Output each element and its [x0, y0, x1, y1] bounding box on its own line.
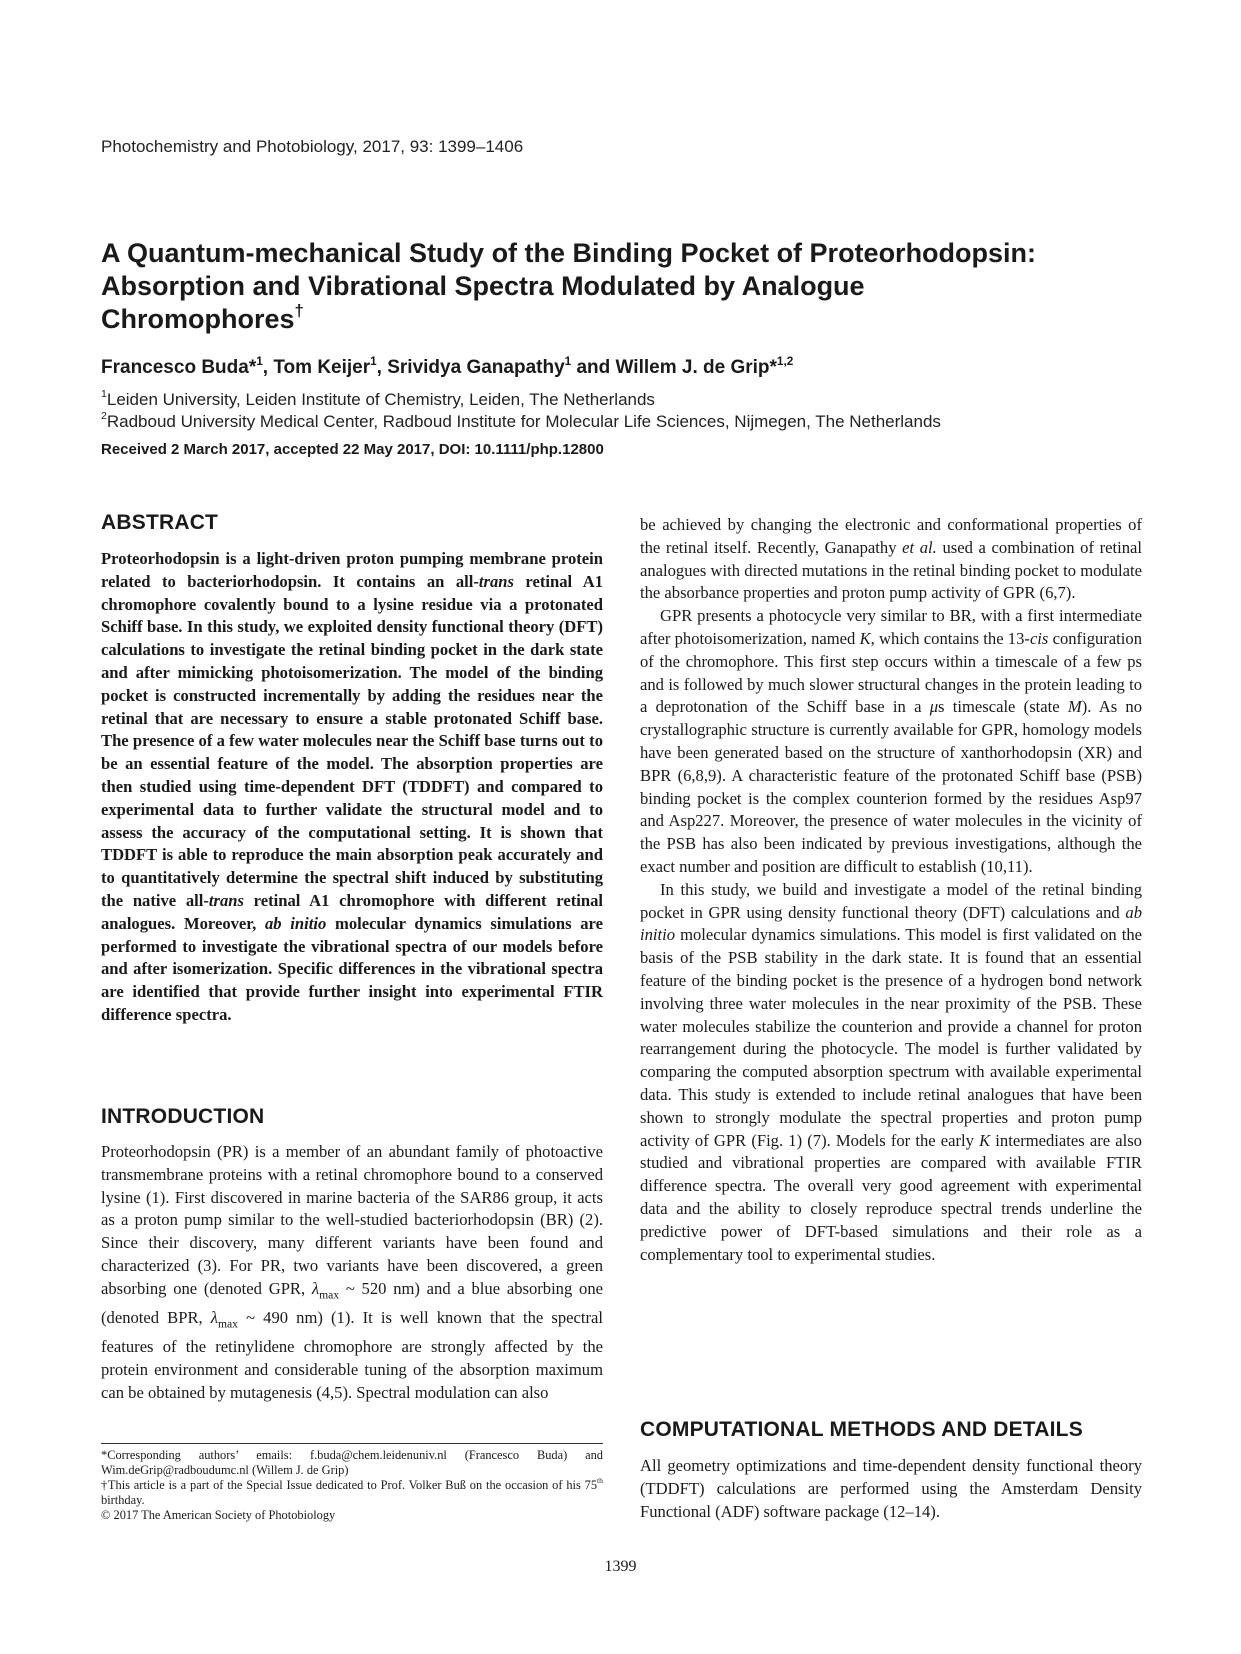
affiliation-1: $^1$Leiden University, Leiden Institute of Chemistry, Leiden, The Netherlands	[101, 388, 655, 409]
article-title	[101, 237, 1151, 336]
footnotes	[101, 1448, 603, 1523]
title-line-3: Chromophores†	[101, 301, 304, 334]
footnote-divider	[101, 1443, 603, 1444]
author-affiliation-mark: 1,2	[776, 354, 794, 368]
author-affiliation-mark: 1	[370, 354, 377, 368]
journal-citation: Photochemistry and Photobiology, 2017, 93: 1399–1406	[101, 137, 524, 156]
abstract-body: Proteorhodopsin is a light-driven proton pumping membrane protein related to bacteriorhodopsin. It contains an all-trans retinal A1 chromophore covalently bound to a lysine residue via a protonated Schiff base. In this study, we exploited density functional theory (DFT) calculations to investigate the retinal binding pocket in the dark state and after mimicking photoisomerization. The model of the binding pocket is constructed incrementally by adding the residues near the retinal that are necessary to ensure a stable protonated Schiff base. The presence of a few water molecules near the Schiff base turns out to be an essential feature of the model. The absorption properties are then studied using time-dependent DFT (TDDFT) and compared to experimental data to further validate the structural model and to assess the accuracy of the computational setting. It is shown that TDDFT is able to reproduce the main absorption peak accurately and to quantitatively determine the spectral shift induced by substituting the native all-trans retinal A1 chromophore with different retinal analogues. Moreover, ab initio molecular dynamics simulations are performed to investigate the vibrational spectra of our models before and after isomerization. Specific differences in the vibrational spectra are identified that provide further insight into experimental FTIR difference spectra.	[101, 549, 603, 1024]
footnote-special-issue: †This article is a part of the Special Issue dedicated to Prof. Volker Buß on the occasion of his 75th birthday.	[101, 1476, 603, 1507]
affiliation-2: $^2$Radboud University Medical Center, Radboud Institute for Molecular Life Sciences, Nijmegen, The Netherlands	[101, 410, 941, 431]
author-name: Willem J. de Grip*	[615, 357, 777, 378]
author-name: Francesco Buda*	[101, 357, 257, 378]
page-number: 1399	[604, 1558, 637, 1575]
introduction-body-left: Proteorhodopsin (PR) is a member of an abundant family of photoactive transmembrane proteins with a retinal chromophore bound to a conserved lysine (1). First discovered in marine bacteria of the SAR86 group, it acts as a proton pump similar to the well-studied bacteriorhodopsin (BR) (2). Since their discovery, many different variants have been found and characterized (3). For PR, two variants have been discovered, a green absorbing one (denoted GPR, $\lambda_{max}$ ~ 520 nm) and a blue absorbing one (denoted BPR, $\lambda_{max}$ ~ 490 nm) (1). It is well known that the spectral features of the retinylidene chromophore are strongly affected by the protein environment and considerable tuning of the absorption maximum can be obtained by mutagenesis (4,5). Spectral modulation can also	[101, 1142, 603, 1402]
author-name: Srividya Ganapathy	[387, 357, 565, 378]
title-line-2: Absorption and Vibrational Spectra Modulated by Analogue	[101, 271, 865, 301]
author-affiliation-mark: 1	[256, 354, 263, 368]
abstract-heading: ABSTRACT	[101, 511, 219, 534]
introduction-heading: INTRODUCTION	[101, 1105, 265, 1128]
introduction-body-right: be achieved by changing the electronic and conformational properties of the retinal itself. Recently, Ganapathy et al. used a combination of retinal analogues with directed mutations in the retinal binding pocket to modulate the absorbance properties and proton pump activity of GPR (6,7). GPR presents a photocycle very similar to BR, with a first intermediate after photoisomerization, named K, which contains the 13-cis configuration of the chromophore. This first step occurs within a timescale of a few ps and is followed by much slower structural changes in the protein leading to a deprotonation of the Schiff base in a μs timescale (state M). As no crystallographic structure is currently available for GPR, homology models have been generated based on the structure of xanthorhodopsin (XR) and BPR (6,8,9). A characteristic feature of the protonated Schiff base (PSB) binding pocket is the complex counterion formed by the residues Asp97 and Asp227. Moreover, the presence of water molecules in the vicinity of the PSB has also been indicated by previous investigations, although the exact number and position are difficult to establish (10,11). In this study, we build and investigate a model of the retinal binding pocket in GPR using density functional theory (DFT) calculations and ab initio molecular dynamics simulations. This model is first validated on the basis of the PSB stability in the dark state. It is found that an essential feature of the binding pocket is the presence of a hydrogen bond network involving three water molecules in the near proximity of the PSB. These water molecules stabilize the counterion and provide a channel for proton rearrangement during the photocycle. The model is further validated by comparing the computed absorption spectrum with available experimental data. This study is extended to include retinal analogues that have been shown to strongly modulate the spectral properties and proton pump activity of GPR (Fig. 1) (7). Models for the early K intermediates are also studied and vibrational properties are compared with available FTIR difference spectra. The overall very good agreement with experimental data and the ability to closely reproduce spectral trends underline the predictive power of DFT-based simulations and their role as a complementary tool to experimental studies.	[640, 515, 1143, 1264]
author-list: Francesco Buda*$^1$, Tom Keijer$^1$, Srividya Ganapathy$^1$ and Willem J. de Grip*$^{1,2}$	[101, 354, 794, 378]
author-affiliation-mark: 1	[564, 354, 572, 368]
author-name: Tom Keijer	[273, 357, 371, 378]
footnote-copyright: © 2017 The American Society of Photobiology	[101, 1508, 336, 1522]
methods-heading: COMPUTATIONAL METHODS AND DETAILS	[640, 1418, 1083, 1441]
methods-body: All geometry optimizations and time-dependent density functional theory (TDDFT) calculations are performed using the Amsterdam Density Functional (ADF) software package (12–14).	[640, 1456, 1142, 1521]
received-dates-doi: Received 2 March 2017, accepted 22 May 2017, DOI: 10.1111/php.12800	[101, 441, 604, 458]
footnote-corresponding-authors: *Corresponding authors’ emails: f.buda@chem.leidenuniv.nl (Francesco Buda) and Wim.deGrip@radboudumc.nl (Willem J. de Grip)	[101, 1448, 603, 1477]
title-line-1: A Quantum-mechanical Study of the Binding Pocket of Proteorhodopsin:	[101, 238, 1037, 268]
title-dagger: †	[294, 301, 304, 321]
